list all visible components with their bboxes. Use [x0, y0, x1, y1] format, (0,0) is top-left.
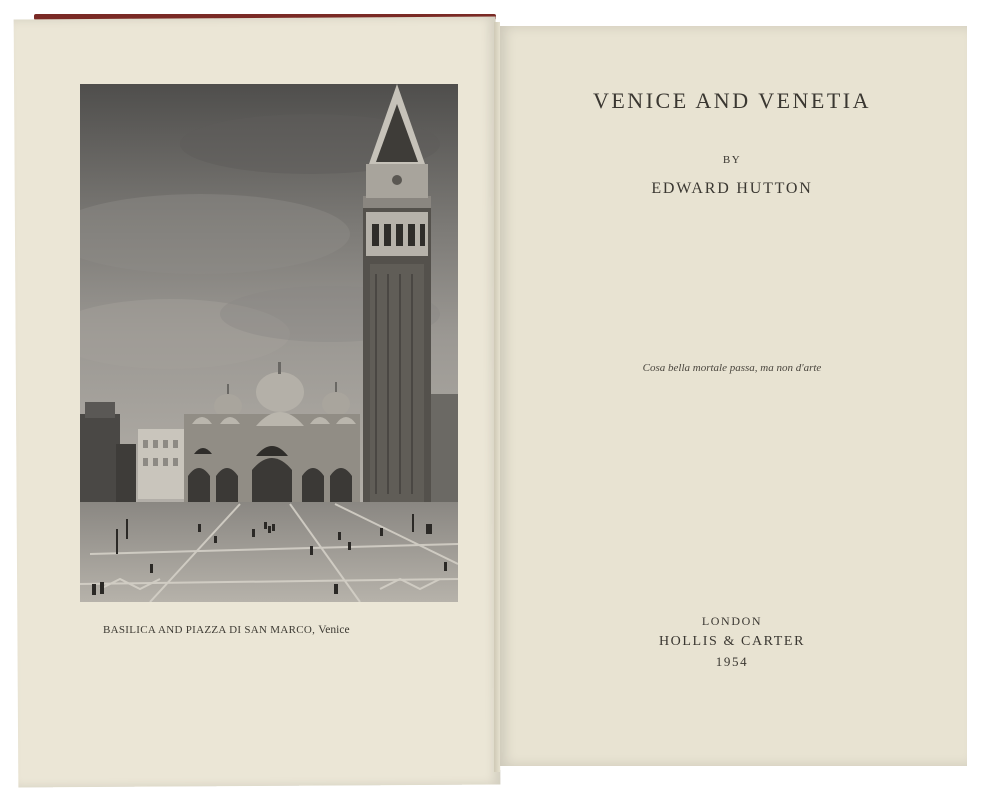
caption-main: BASILICA AND PIAZZA DI SAN MARCO, — [103, 624, 316, 636]
frontispiece-photo — [80, 84, 458, 602]
publication-year: 1954 — [715, 654, 749, 669]
by-line: BY — [722, 154, 742, 166]
epigraph: Cosa bella mortale passa, ma non d'arte — [642, 362, 822, 374]
caption-place: Venice — [318, 624, 350, 636]
publisher-name: HOLLIS & CARTER — [658, 634, 806, 649]
author-name: EDWARD HUTTON — [651, 180, 813, 197]
piazza-san-marco-illustration — [80, 84, 458, 602]
imprint-city: LONDON — [701, 614, 763, 628]
book-title: VENICE AND VENETIA — [592, 88, 871, 113]
frontispiece-caption — [103, 624, 463, 636]
